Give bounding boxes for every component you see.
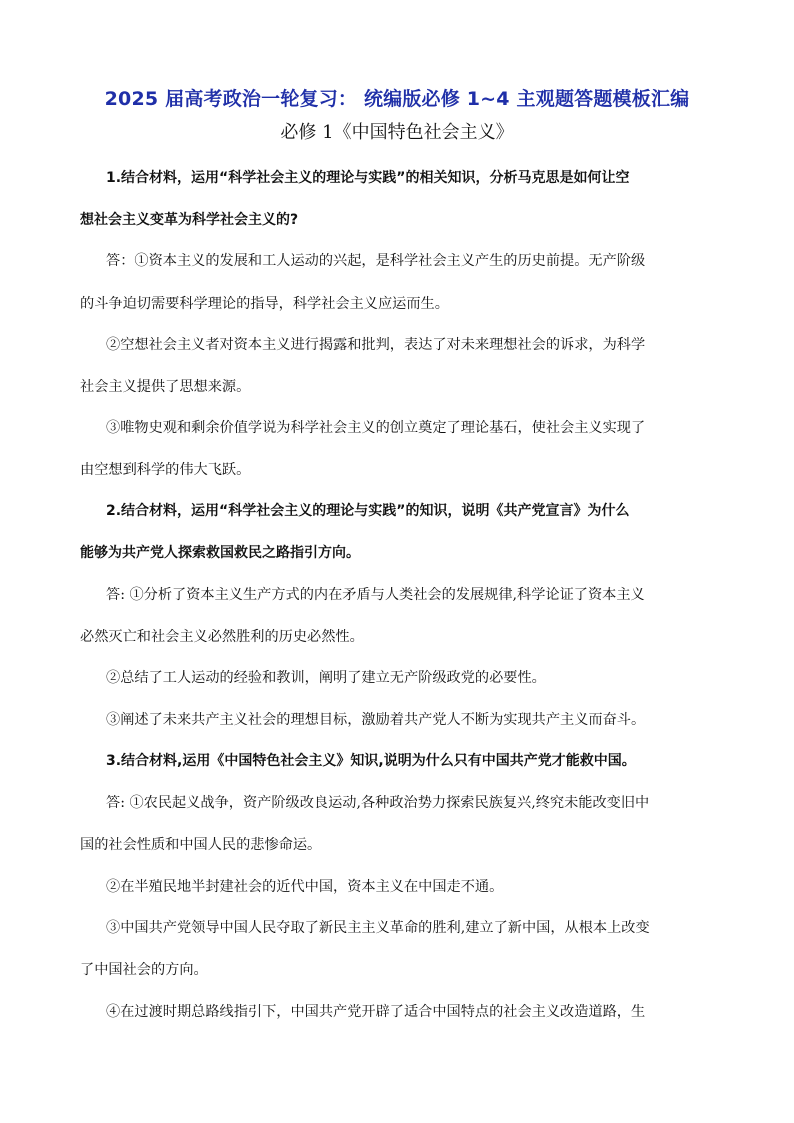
question-1-line-1: 1.结合材料，运用“科学社会主义的理论与实践”的相关知识，分析马克思是如何让空 xyxy=(106,170,630,186)
answer-2-line-1: 答: ①分析了资本主义生产方式的内在矛盾与人类社会的发展规律,科学论证了资本主义 xyxy=(106,587,645,603)
answer-1-line-5: ③唯物史观和剩余价值学说为科学社会主义的创立奠定了理论基石，使社会主义实现了 xyxy=(106,420,646,436)
answer-3-line-6: ④在过渡时期总路线指引下，中国共产党开辟了适合中国特点的社会主义改造道路，生 xyxy=(106,1004,646,1020)
answer-3-line-5: 了中国社会的方向。 xyxy=(80,962,208,978)
question-2-line-2: 能够为共产党人探索救国救民之路指引方向。 xyxy=(80,545,360,561)
answer-1-line-1: 答：①资本主义的发展和工人运动的兴起，是科学社会主义产生的历史前提。无产阶级 xyxy=(106,253,646,269)
answer-3-line-4: ③中国共产党领导中国人民夺取了新民主主义革命的胜利,建立了新中国，从根本上改变 xyxy=(106,920,650,936)
answer-3-line-1: 答: ①农民起义战争，资产阶级改良运动,各种政治势力探索民族复兴,终究未能改变旧中 xyxy=(106,795,650,811)
answer-1-line-2: 的斗争迫切需要科学理论的指导，科学社会主义应运而生。 xyxy=(80,296,449,312)
answer-2-line-2: 必然灭亡和社会主义必然胜利的历史必然性。 xyxy=(80,629,364,645)
answer-1-line-4: 社会主义提供了思想来源。 xyxy=(80,379,251,395)
answer-3-line-2: 国的社会性质和中国人民的悲惨命运。 xyxy=(80,837,322,853)
answer-2-line-3: ②总结了工人运动的经验和教训，阐明了建立无产阶级政党的必要性。 xyxy=(106,670,546,686)
question-2-line-1: 2.结合材料，运用“科学社会主义的理论与实践”的知识，说明《共产党宣言》为什么 xyxy=(106,503,630,519)
answer-1-line-3: ②空想社会主义者对资本主义进行揭露和批判，表达了对未来理想社会的诉求，为科学 xyxy=(106,337,646,353)
answer-2-line-4: ③阐述了未来共产主义社会的理想目标，激励着共产党人不断为实现共产主义而奋斗。 xyxy=(106,712,646,728)
answer-1-line-6: 由空想到科学的伟大飞跃。 xyxy=(80,462,251,478)
question-1-line-2: 想社会主义变革为科学社会主义的? xyxy=(80,212,299,228)
page-title: 2025 届高考政治一轮复习： 统编版必修 1~4 主观题答题模板汇编 xyxy=(104,88,690,110)
question-3-line-1: 3.结合材料,运用《中国特色社会主义》知识,说明为什么只有中国共产党才能救中国。 xyxy=(106,753,636,769)
page-subtitle: 必修 1《中国特色社会主义》 xyxy=(280,122,514,143)
answer-3-line-3: ②在半殖民地半封建社会的近代中国，资本主义在中国走不通。 xyxy=(106,879,504,895)
